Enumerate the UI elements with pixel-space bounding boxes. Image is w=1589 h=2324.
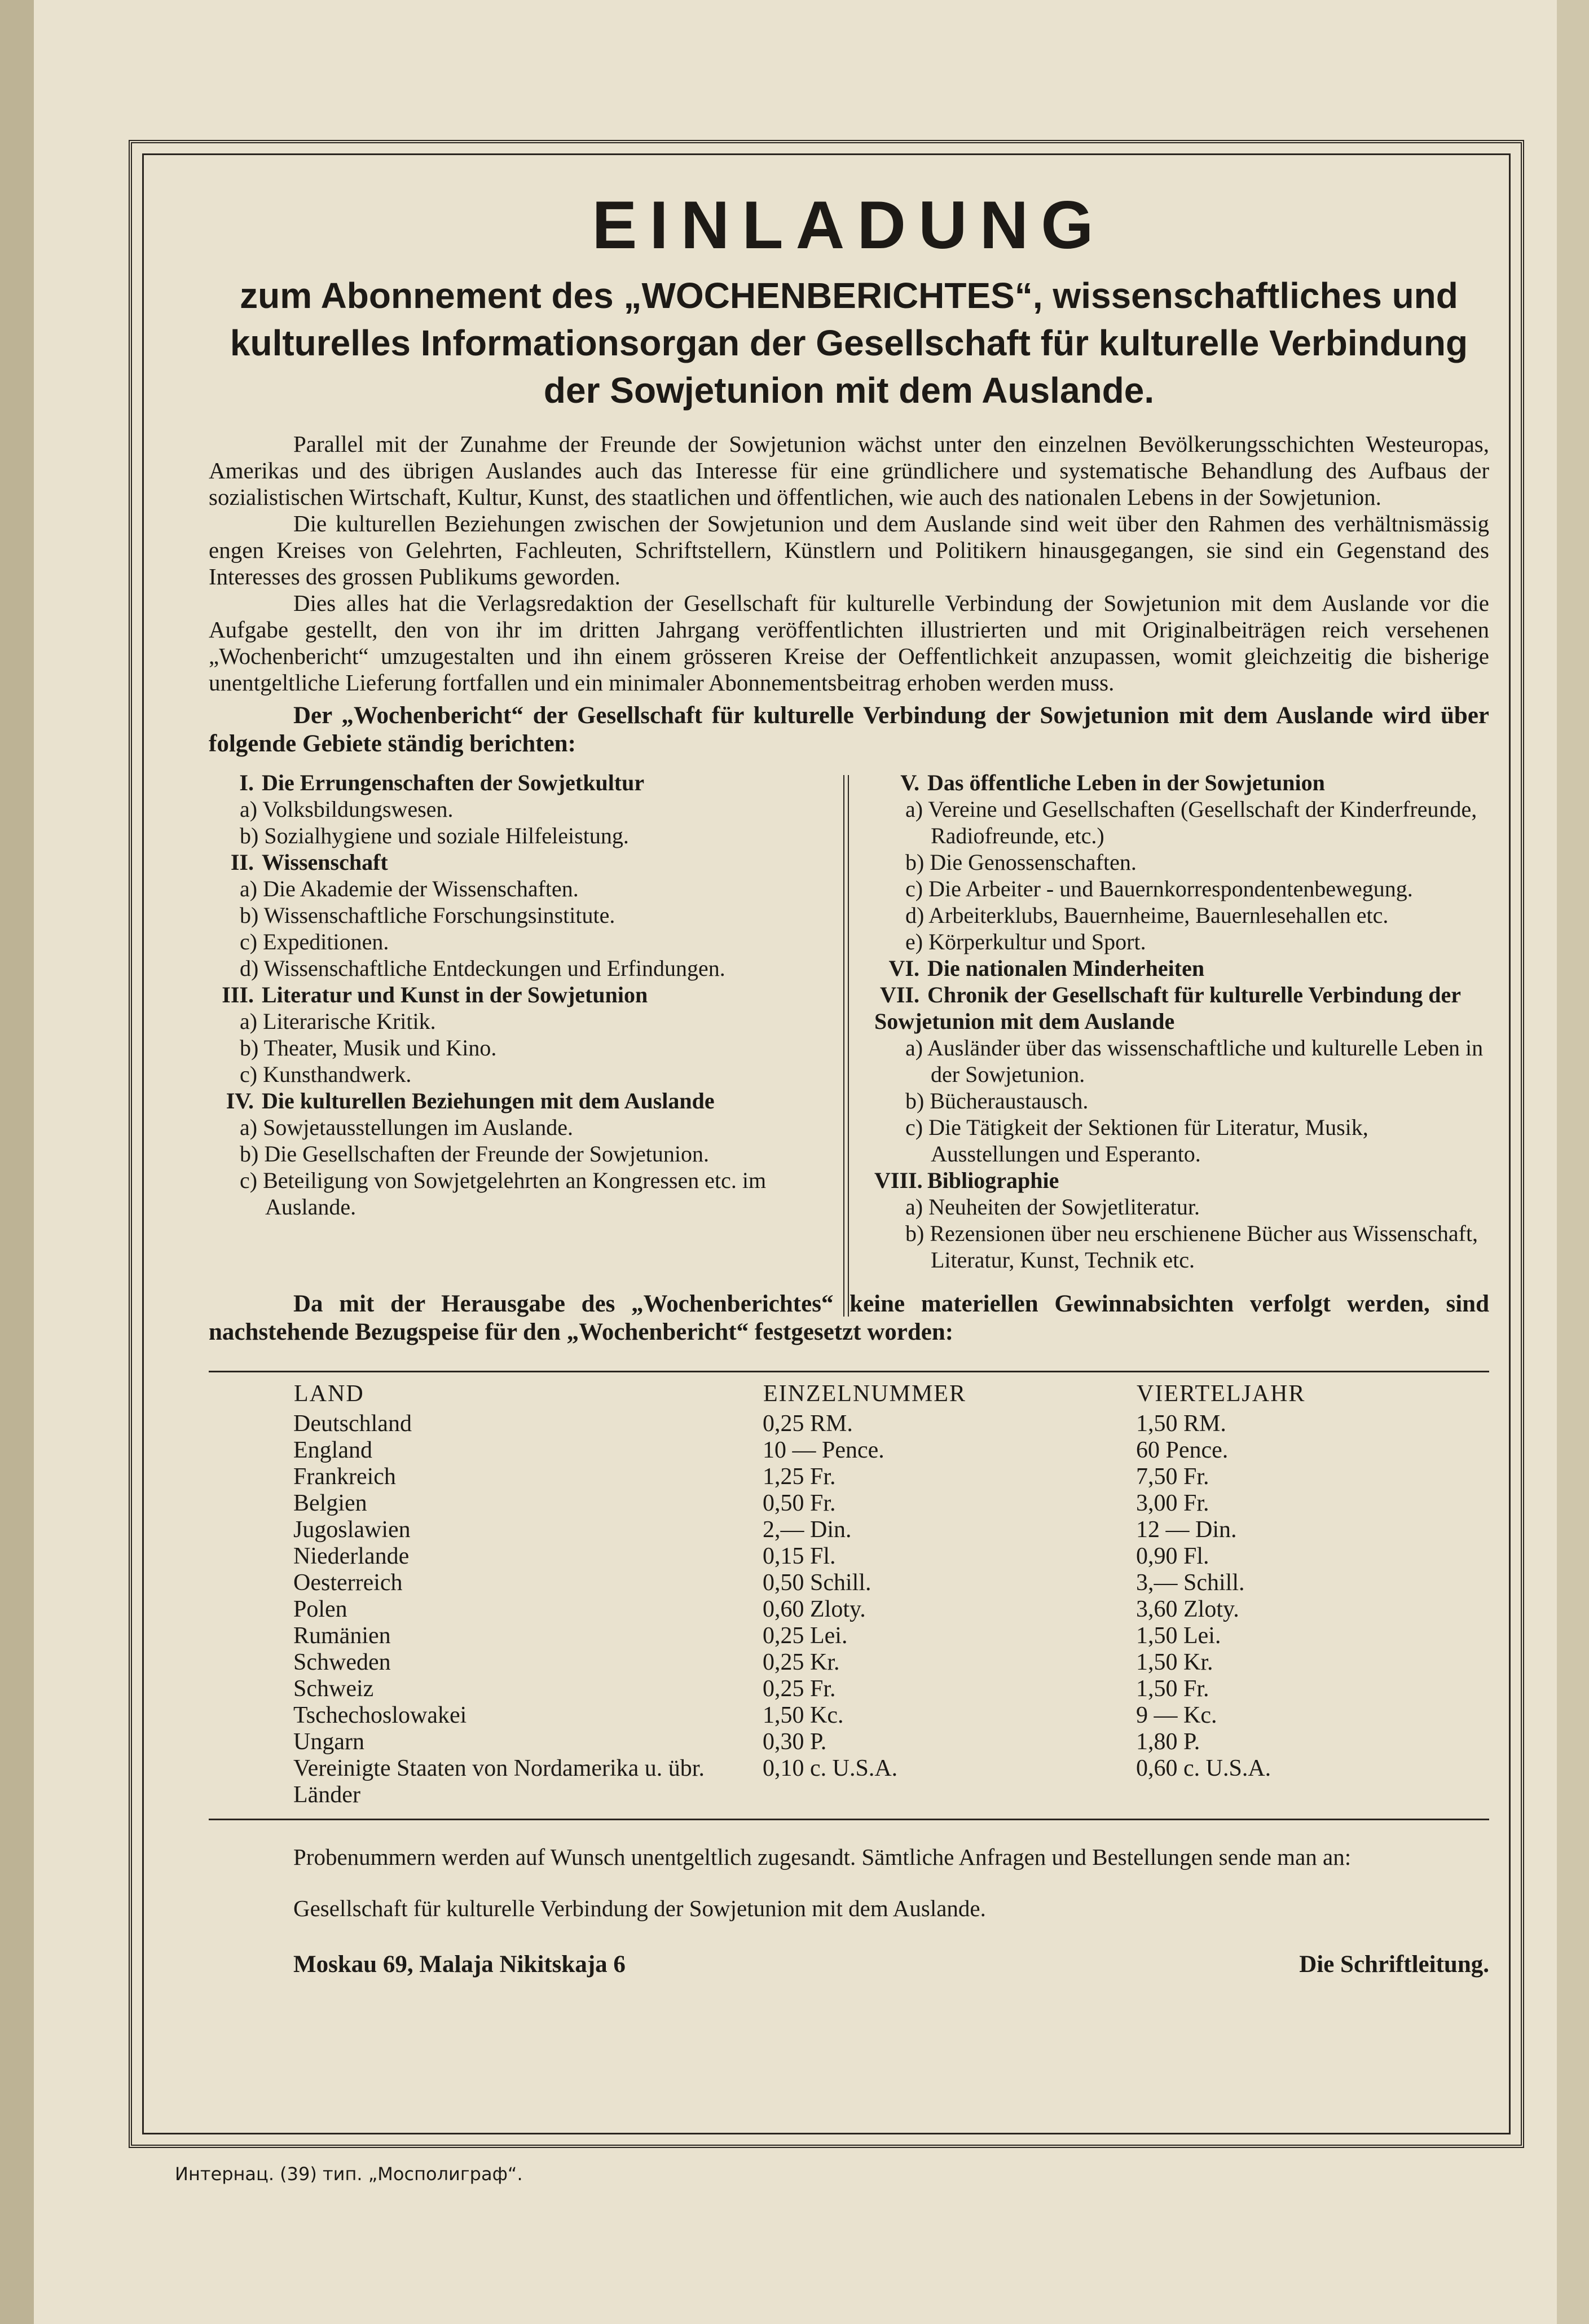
cell-einzelnummer: 0,50 Fr. <box>763 1490 836 1516</box>
section-title: Das öffentliche Leben in der Sowjetunion <box>927 770 1325 795</box>
cell-vierteljahr: 60 Pence. <box>1136 1437 1229 1463</box>
signature: Die Schriftleitung. <box>1299 1951 1489 1978</box>
section-item: b) Theater, Musik und Kino. <box>240 1035 497 1060</box>
topics-left-column <box>209 769 824 1273</box>
section-item: a) Sowjetausstellungen im Auslande. <box>240 1115 574 1140</box>
table-row <box>293 1702 1419 1729</box>
section-title: Literatur und Kunst in der Sowjetunion <box>262 982 648 1007</box>
section-item: d) Arbeiterklubs, Bauernheime, Bauernlesehallen etc. <box>905 903 1389 928</box>
table-row <box>293 1570 1419 1596</box>
cell-vierteljahr: 12 — Din. <box>1136 1517 1237 1543</box>
section-item: a) Vereine und Gesellschaften (Gesellschaft der Kinderfreunde, Radiofreunde, etc.) <box>905 796 1477 848</box>
cell-einzelnummer: 1,25 Fr. <box>763 1464 836 1490</box>
section-number: I. <box>239 770 254 795</box>
header-vierteljahr: VIERTELJAHR <box>1137 1381 1306 1407</box>
table-row <box>293 1729 1419 1755</box>
section-item: c) Die Arbeiter - und Bauernkorrespondentenbewegung. <box>905 876 1413 901</box>
section-item: c) Die Tätigkeit der Sektionen für Literatur, Musik, Ausstellungen und Esperanto. <box>905 1115 1368 1167</box>
section-item: b) Bücheraustausch. <box>905 1088 1089 1113</box>
section-title: Bibliographie <box>927 1168 1059 1193</box>
section-number: V. <box>900 770 919 795</box>
cell-vierteljahr: 1,80 P. <box>1136 1729 1200 1755</box>
topics-intro: Der „Wochenbericht“ der Gesellschaft für kulturelle Verbindung der Sowjetunion mit dem Auslande wird über folgende Gebiete ständig berichten: <box>209 702 1489 757</box>
section-title: Wissenschaft <box>262 850 388 875</box>
cell-land: Polen <box>293 1596 347 1622</box>
cell-einzelnummer: 0,10 c. U.S.A. <box>763 1755 898 1781</box>
section-number: VI. <box>888 956 919 981</box>
cell-land: Rumänien <box>293 1623 391 1649</box>
section-item: a) Neuheiten der Sowjetliteratur. <box>905 1194 1200 1220</box>
cell-land: Tschechoslowakei <box>293 1702 467 1728</box>
section-item: c) Expeditionen. <box>240 929 389 954</box>
table-row <box>293 1676 1419 1702</box>
section-number: II. <box>230 850 254 875</box>
cell-land: Vereinigte Staaten von Nordamerika u. übr. Länder <box>293 1755 705 1808</box>
cell-land: Ungarn <box>293 1729 364 1755</box>
header-einzelnummer: EINZELNUMMER <box>763 1381 966 1407</box>
cell-einzelnummer: 0,15 Fl. <box>763 1543 836 1569</box>
section-heading <box>209 1088 824 1114</box>
cell-einzelnummer: 0,25 RM. <box>763 1411 853 1437</box>
price-table-header <box>293 1380 1419 1411</box>
section-item: b) Die Gesellschaften der Freunde der Sowjetunion. <box>240 1141 709 1167</box>
cell-land: Oesterreich <box>293 1570 403 1596</box>
section-item: d) Wissenschaftliche Entdeckungen und Erfindungen. <box>240 956 725 981</box>
section-item: c) Kunsthandwerk. <box>240 1062 412 1087</box>
topics-right-column <box>874 769 1489 1273</box>
section-title: Die Errungenschaften der Sowjetkultur <box>262 770 645 795</box>
table-row <box>293 1411 1419 1437</box>
paragraph-2: Die kulturellen Beziehungen zwischen der Sowjetunion und dem Auslande sind weit über den Rahmen des verhältnismässig engen Kreises von Gelehrten, Fachleuten, Schriftstellern, Künstlern und Politikern hinausgegangen, sie sind ein Gegenstand des Interesses des grossen Publikums geworden. <box>209 510 1489 589</box>
section-item: b) Sozialhygiene und soziale Hilfeleistung. <box>240 823 629 848</box>
cell-vierteljahr: 1,50 Kr. <box>1136 1649 1213 1675</box>
section-item: e) Körperkultur und Sport. <box>905 929 1146 954</box>
cell-einzelnummer: 0,25 Kr. <box>763 1649 840 1675</box>
cell-vierteljahr: 3,— Schill. <box>1136 1570 1245 1596</box>
cell-einzelnummer: 1,50 Kc. <box>763 1702 844 1728</box>
closing-text: Probenummern werden auf Wunsch unentgeltlich zugesandt. Sämtliche Anfragen und Bestellungen sende man an: <box>293 1844 1352 1870</box>
cell-land: Schweden <box>293 1649 391 1675</box>
address: Moskau 69, Malaja Nikitskaja 6 <box>293 1951 626 1978</box>
cell-einzelnummer: 0,25 Lei. <box>763 1623 848 1649</box>
section-title: Die nationalen Minderheiten <box>927 956 1205 981</box>
section-heading <box>874 981 1489 1035</box>
table-row <box>293 1517 1419 1543</box>
column-divider <box>843 775 849 1317</box>
section-item: b) Die Genossenschaften. <box>905 850 1137 875</box>
table-row <box>293 1543 1419 1570</box>
cell-einzelnummer: 10 — Pence. <box>763 1437 884 1463</box>
topics-columns <box>209 769 1489 1273</box>
cell-einzelnummer: 2,— Din. <box>763 1517 852 1543</box>
paragraph-3: Dies alles hat die Verlagsredaktion der Gesellschaft für kulturelle Verbindung der Sowjetunion mit dem Auslande vor die Aufgabe gestellt, den von ihr im dritten Jahrgang veröffentlichten illustrierten und mit Originalbeiträgen reich versehenen „Wochenbericht“ umzugestalten und ihn einem grösseren Kreise der Oeffentlichkeit anzupassen, womit gleichzeitig die bisherige unentgeltliche Lieferung fortfallen und ein minimaler Abonnementsbeitrag erhoben werden muss. <box>209 590 1489 696</box>
table-top-rule <box>209 1371 1489 1372</box>
table-row <box>293 1437 1419 1464</box>
document-content <box>209 186 1489 1978</box>
document-title: EINLADUNG <box>592 187 1106 263</box>
cell-vierteljahr: 9 — Kc. <box>1136 1702 1217 1728</box>
section-heading <box>209 769 824 796</box>
cell-vierteljahr: 3,00 Fr. <box>1136 1490 1209 1516</box>
table-row <box>293 1490 1419 1517</box>
cell-land: Belgien <box>293 1490 367 1516</box>
price-table <box>293 1380 1419 1808</box>
cell-land: Niederlande <box>293 1543 410 1569</box>
signature-row <box>209 1951 1489 1978</box>
table-row <box>293 1623 1419 1649</box>
paragraph-1: Parallel mit der Zunahme der Freunde der Sowjetunion wächst unter den einzelnen Bevölkerungsschichten Westeuropas, Amerikas und des übrigen Auslandes auch das Interesse für eine gründlichere und systematische Behandlung des Aufbaus der sozialistischen Wirtschaft, Kultur, Kunst, des staatlichen und öffentlichen, wie auch des nationalen Lebens in der Sowjetunion. <box>209 431 1489 510</box>
cell-land: Frankreich <box>293 1464 396 1490</box>
section-item: b) Wissenschaftliche Forschungsinstitute. <box>240 903 615 928</box>
price-note: Da mit der Herausgabe des „Wochenberichtes“ keine materiellen Gewinnabsichten verfolgt werden, sind nachstehende Bezugspeise für den „Wochenbericht“ festgesetzt worden: <box>209 1291 1489 1345</box>
section-heading <box>209 849 824 875</box>
section-number: VII. <box>879 982 919 1007</box>
header-land: LAND <box>294 1381 364 1407</box>
cell-land: England <box>293 1437 372 1463</box>
section-heading <box>874 769 1489 796</box>
section-item: a) Die Akademie der Wissenschaften. <box>240 876 579 901</box>
cell-vierteljahr: 1,50 Lei. <box>1136 1623 1221 1649</box>
table-row <box>293 1649 1419 1676</box>
section-heading <box>874 1167 1489 1194</box>
section-heading <box>874 955 1489 981</box>
section-heading <box>209 981 824 1008</box>
cell-einzelnummer: 0,30 P. <box>763 1729 827 1755</box>
cell-einzelnummer: 0,25 Fr. <box>763 1676 836 1702</box>
section-title: Die kulturellen Beziehungen mit dem Auslande <box>262 1088 715 1113</box>
section-item: a) Literarische Kritik. <box>240 1009 436 1034</box>
printer-imprint: Интернац. (39) тип. „Мосполиграф“. <box>175 2163 523 2185</box>
cell-vierteljahr: 7,50 Fr. <box>1136 1464 1209 1490</box>
table-row <box>293 1755 1419 1808</box>
cell-einzelnummer: 0,60 Zloty. <box>763 1596 866 1622</box>
section-item: c) Beteiligung von Sowjetgelehrten an Kongressen etc. im Auslande. <box>240 1168 767 1220</box>
section-item: a) Volksbildungswesen. <box>240 796 454 822</box>
cell-land: Deutschland <box>293 1411 412 1437</box>
section-item: a) Ausländer über das wissenschaftliche und kulturelle Leben in der Sowjetunion. <box>905 1035 1484 1087</box>
book-spine <box>0 0 34 2324</box>
cell-vierteljahr: 0,60 c. U.S.A. <box>1136 1755 1271 1781</box>
cell-vierteljahr: 3,60 Zloty. <box>1136 1596 1239 1622</box>
section-item: b) Rezensionen über neu erschienene Bücher aus Wissenschaft, Literatur, Kunst, Technik etc. <box>905 1221 1478 1273</box>
cell-land: Jugoslawien <box>293 1517 411 1543</box>
table-row <box>293 1464 1419 1490</box>
section-number: III. <box>222 982 254 1007</box>
cell-einzelnummer: 0,50 Schill. <box>763 1570 871 1596</box>
cell-vierteljahr: 1,50 Fr. <box>1136 1676 1209 1702</box>
section-number: VIII. <box>874 1168 923 1193</box>
cell-vierteljahr: 1,50 RM. <box>1136 1411 1226 1437</box>
section-number: IV. <box>226 1088 254 1113</box>
table-bottom-rule <box>209 1819 1489 1820</box>
closing-organization: Gesellschaft für kulturelle Verbindung der Sowjetunion mit dem Auslande. <box>293 1895 986 1921</box>
cell-vierteljahr: 0,90 Fl. <box>1136 1543 1209 1569</box>
cell-land: Schweiz <box>293 1676 374 1702</box>
document-subtitle: zum Abonnement des „WOCHENBERICHTES“, wissenschaftliches und kulturelles Informationsorgan der Gesellschaft für kulturelle Verbindung der Sowjetunion mit dem Auslande. <box>230 275 1468 411</box>
table-row <box>293 1596 1419 1623</box>
section-title: Chronik der Gesellschaft für kulturelle Verbindung der Sowjetunion mit dem Auslande <box>874 982 1461 1034</box>
